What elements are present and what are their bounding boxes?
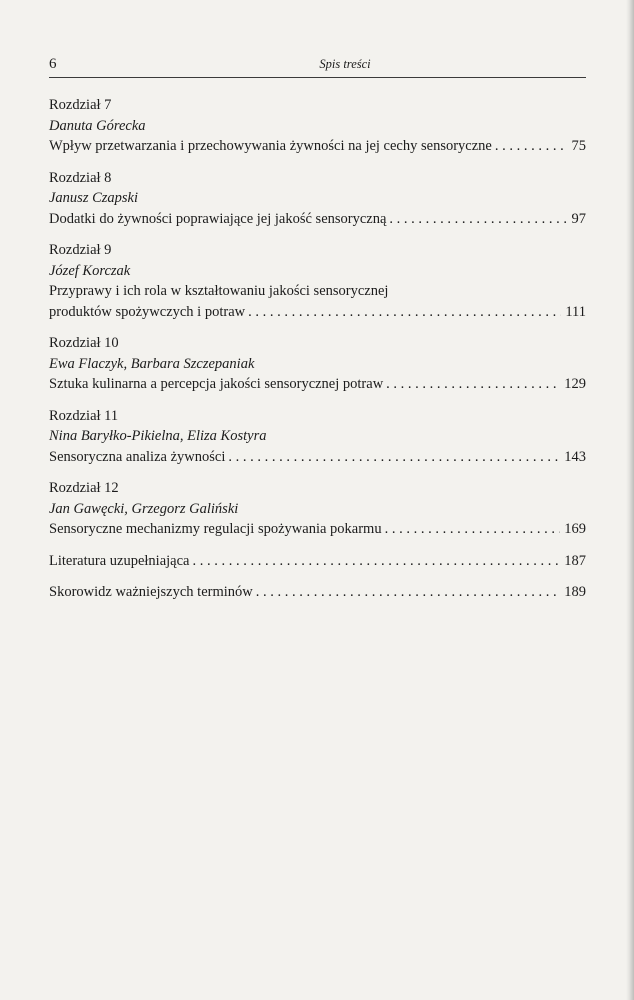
dot-leader — [386, 209, 567, 230]
section-title: Skorowidz ważniejszych terminów — [49, 584, 253, 600]
chapter-label: Rozdział 12 — [49, 480, 119, 496]
toc-line — [49, 374, 586, 395]
page-number: 6 — [49, 56, 57, 72]
page-header — [49, 56, 585, 78]
dot-leader — [383, 374, 560, 395]
header-rule — [49, 77, 586, 78]
toc-entry-chapter-11 — [49, 406, 586, 468]
toc-entry-chapter-12 — [49, 478, 586, 540]
section-title: Literatura uzupełniająca — [49, 552, 190, 569]
page-ref: 143 — [564, 448, 586, 465]
chapter-authors: Danuta Górecka — [49, 117, 146, 134]
toc-entry-chapter-8 — [49, 168, 586, 230]
running-title: Spis treści — [319, 57, 371, 71]
dot-leader — [492, 136, 568, 157]
chapter-title: Sztuka kulinarna a percepcja jakości sensorycznej potraw — [49, 376, 384, 392]
page-ref: 75 — [571, 138, 586, 154]
chapter-title-line-1: Przyprawy i ich rola w kształtowaniu jakości sensorycznej — [49, 283, 389, 299]
page-ref: 111 — [565, 303, 586, 320]
toc-entry-chapter-10 — [49, 333, 586, 395]
toc-entry-chapter-9 — [49, 240, 586, 322]
chapter-title: Dodatki do żywności poprawiające jej jakość sensoryczną — [49, 210, 387, 227]
page-ref: 169 — [564, 521, 586, 537]
toc-line — [49, 209, 586, 230]
chapter-label: Rozdział 7 — [49, 97, 112, 113]
toc-entry-further-reading — [49, 551, 586, 572]
toc-line — [49, 302, 586, 323]
chapter-authors: Jan Gawęcki, Grzegorz Galiński — [49, 500, 239, 517]
chapter-label: Rozdział 10 — [49, 335, 119, 351]
toc-entry-index — [49, 582, 586, 603]
chapter-authors: Nina Baryłko-Pikielna, Eliza Kostyra — [49, 428, 267, 444]
dot-leader — [189, 551, 560, 572]
chapter-title: Sensoryczna analiza żywności — [49, 448, 226, 465]
chapter-title: Wpływ przetwarzania i przechowywania żywności na jej cechy sensoryczne — [49, 138, 492, 154]
page-edge-shadow — [626, 0, 634, 1000]
chapter-authors: Józef Korczak — [49, 262, 131, 279]
page-ref: 189 — [564, 584, 586, 600]
chapter-label: Rozdział 9 — [49, 242, 112, 258]
chapter-label: Rozdział 11 — [49, 407, 119, 424]
dot-leader — [253, 582, 560, 603]
dot-leader — [245, 302, 561, 323]
chapter-title: Sensoryczne mechanizmy regulacji spożywania pokarmu — [49, 521, 382, 537]
chapter-title: produktów spożywczych i potraw — [49, 303, 246, 320]
dot-leader — [225, 447, 560, 468]
toc-line — [49, 136, 586, 157]
page-ref: 187 — [564, 552, 586, 569]
chapter-label: Rozdział 8 — [49, 169, 112, 186]
chapter-authors: Ewa Flaczyk, Barbara Szczepaniak — [49, 355, 255, 372]
page-ref: 97 — [571, 210, 586, 227]
toc-line — [49, 551, 586, 572]
toc-line — [49, 582, 586, 603]
toc-entry-chapter-7 — [49, 95, 586, 157]
table-of-contents — [49, 95, 586, 614]
page-ref: 129 — [564, 376, 586, 392]
chapter-authors: Janusz Czapski — [49, 190, 139, 206]
toc-line — [49, 519, 586, 540]
toc-line — [49, 447, 586, 468]
dot-leader — [382, 519, 561, 540]
